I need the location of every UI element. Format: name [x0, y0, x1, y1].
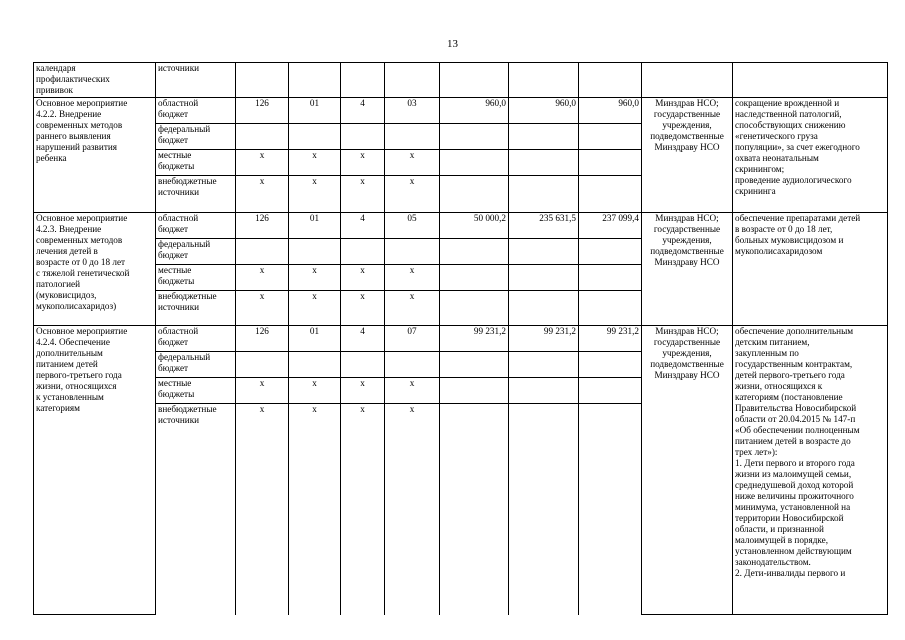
executor-cell: Минздрав НСО; государственные учреждения, подведомственные Минздраву НСО — [642, 98, 733, 213]
csr-cell — [385, 239, 440, 265]
measure-name: Основное мероприятие 4.2.2. Внедрение современных методов раннего выявления нарушений развития ребенка — [34, 98, 156, 213]
rz-cell — [289, 239, 341, 265]
page-number: 13 — [447, 38, 458, 50]
executor-cell: Минздрав НСО; государственные учреждения, подведомственные Минздраву НСО — [642, 326, 733, 615]
measure-name: Основное мероприятие 4.2.3. Внедрение современных методов лечения детей в возрасте от 0 до 18 лет с тяжелой генетической патологией (муковисцидоз, мукополисахаридоз) — [34, 213, 156, 326]
v3-cell — [579, 124, 642, 150]
v3-cell: 237 099,4 — [579, 213, 642, 239]
grbs-cell: х — [236, 291, 289, 326]
grbs-cell — [236, 352, 289, 378]
csr-cell: х — [385, 150, 440, 176]
rz-cell: х — [289, 291, 341, 326]
v2-cell — [509, 239, 579, 265]
source-cell: федеральный бюджет — [156, 124, 236, 150]
source-cell: местные бюджеты — [156, 265, 236, 291]
table-row — [34, 213, 888, 239]
v1-cell — [440, 378, 509, 404]
source-cell: внебюджетные источники — [156, 176, 236, 213]
v2-cell — [509, 404, 579, 615]
pr-cell: х — [341, 150, 385, 176]
v1-cell — [440, 291, 509, 326]
csr-cell: х — [385, 378, 440, 404]
measure-name: календаря профилактических прививок — [34, 63, 156, 98]
result-cell: обеспечение дополнительным детским питанием, закупленным по государственным контрактам, детей первого-третьего года жизни, относящихся к категориям (постановление Правительства Новосибирской области от 20.04.2015 № 147-п «Об обеспечении полноценным питанием детей в возрасте до трех лет»): 1. Дети первого и второго года жизни из малоимущей семьи, среднедушевой доход которой ниже величины прожиточного минимума, установленной на территории Новосибирской области, и признанной малоимущей в порядке, установленном действующим законодательством. 2. Дети-инвалиды первого и — [733, 326, 888, 615]
rz-cell: 01 — [289, 326, 341, 352]
source-cell: источники — [156, 63, 236, 98]
source-cell: внебюджетные источники — [156, 291, 236, 326]
v1-cell: 99 231,2 — [440, 326, 509, 352]
rz-cell: 01 — [289, 98, 341, 124]
source-cell: местные бюджеты — [156, 378, 236, 404]
program-table — [33, 62, 888, 615]
csr-cell: х — [385, 291, 440, 326]
v3-cell: 960,0 — [579, 98, 642, 124]
result-cell: сокращение врожденной и наследственной патологий, способствующих снижению «генетического груза популяции», за счет ежегодного охвата неонатальным скринингом; проведение аудиологического скрининга — [733, 98, 888, 213]
pr-cell: 4 — [341, 98, 385, 124]
table-row — [34, 98, 888, 124]
pr-cell — [341, 239, 385, 265]
v1-cell — [440, 176, 509, 213]
source-cell: областной бюджет — [156, 326, 236, 352]
grbs-cell: х — [236, 378, 289, 404]
v1-cell — [440, 352, 509, 378]
grbs-cell: х — [236, 150, 289, 176]
v2-cell — [509, 352, 579, 378]
continuation-row — [34, 63, 888, 98]
v2-cell: 235 631,5 — [509, 213, 579, 239]
v2-cell — [509, 176, 579, 213]
v2-cell — [509, 378, 579, 404]
grbs-cell — [236, 239, 289, 265]
rz-cell: х — [289, 265, 341, 291]
csr-cell — [385, 352, 440, 378]
rz-cell — [289, 124, 341, 150]
v3-cell — [579, 265, 642, 291]
grbs-cell: х — [236, 176, 289, 213]
measure-name: Основное мероприятие 4.2.4. Обеспечение дополнительным питанием детей первого-третьего года жизни, относящихся к установленным категориям — [34, 326, 156, 615]
pr-cell: х — [341, 378, 385, 404]
source-cell: местные бюджеты — [156, 150, 236, 176]
source-cell: областной бюджет — [156, 213, 236, 239]
pr-cell — [341, 352, 385, 378]
grbs-cell — [236, 124, 289, 150]
source-cell: внебюджетные источники — [156, 404, 236, 615]
table-row — [34, 326, 888, 352]
rz-cell — [289, 352, 341, 378]
v1-cell — [440, 404, 509, 615]
v2-cell — [509, 265, 579, 291]
v2-cell — [509, 124, 579, 150]
grbs-cell: 126 — [236, 98, 289, 124]
pr-cell: х — [341, 176, 385, 213]
v3-cell — [579, 378, 642, 404]
pr-cell: х — [341, 291, 385, 326]
csr-cell: 03 — [385, 98, 440, 124]
v1-cell: 960,0 — [440, 98, 509, 124]
v1-cell: 50 000,2 — [440, 213, 509, 239]
v3-cell — [579, 291, 642, 326]
v1-cell — [440, 265, 509, 291]
rz-cell: х — [289, 404, 341, 615]
v3-cell — [579, 150, 642, 176]
rz-cell: х — [289, 150, 341, 176]
source-cell: федеральный бюджет — [156, 239, 236, 265]
v3-cell — [579, 352, 642, 378]
pr-cell: 4 — [341, 326, 385, 352]
pr-cell: 4 — [341, 213, 385, 239]
source-cell: областной бюджет — [156, 98, 236, 124]
v1-cell — [440, 150, 509, 176]
grbs-cell: 126 — [236, 213, 289, 239]
csr-cell: х — [385, 404, 440, 615]
v2-cell: 960,0 — [509, 98, 579, 124]
csr-cell: х — [385, 176, 440, 213]
v1-cell — [440, 124, 509, 150]
rz-cell: х — [289, 176, 341, 213]
rz-cell: 01 — [289, 213, 341, 239]
csr-cell: 07 — [385, 326, 440, 352]
v2-cell — [509, 291, 579, 326]
rz-cell: х — [289, 378, 341, 404]
v3-cell — [579, 239, 642, 265]
csr-cell: х — [385, 265, 440, 291]
v2-cell: 99 231,2 — [509, 326, 579, 352]
grbs-cell: х — [236, 404, 289, 615]
executor-cell: Минздрав НСО; государственные учреждения, подведомственные Минздраву НСО — [642, 213, 733, 326]
v3-cell — [579, 404, 642, 615]
pr-cell: х — [341, 265, 385, 291]
source-cell: федеральный бюджет — [156, 352, 236, 378]
grbs-cell: 126 — [236, 326, 289, 352]
v1-cell — [440, 239, 509, 265]
v3-cell — [579, 176, 642, 213]
v2-cell — [509, 150, 579, 176]
v3-cell: 99 231,2 — [579, 326, 642, 352]
csr-cell — [385, 124, 440, 150]
pr-cell — [341, 124, 385, 150]
csr-cell: 05 — [385, 213, 440, 239]
pr-cell: х — [341, 404, 385, 615]
grbs-cell: х — [236, 265, 289, 291]
result-cell: обеспечение препаратами детей в возрасте от 0 до 18 лет, больных муковисцидозом и мукополисахаридозом — [733, 213, 888, 326]
